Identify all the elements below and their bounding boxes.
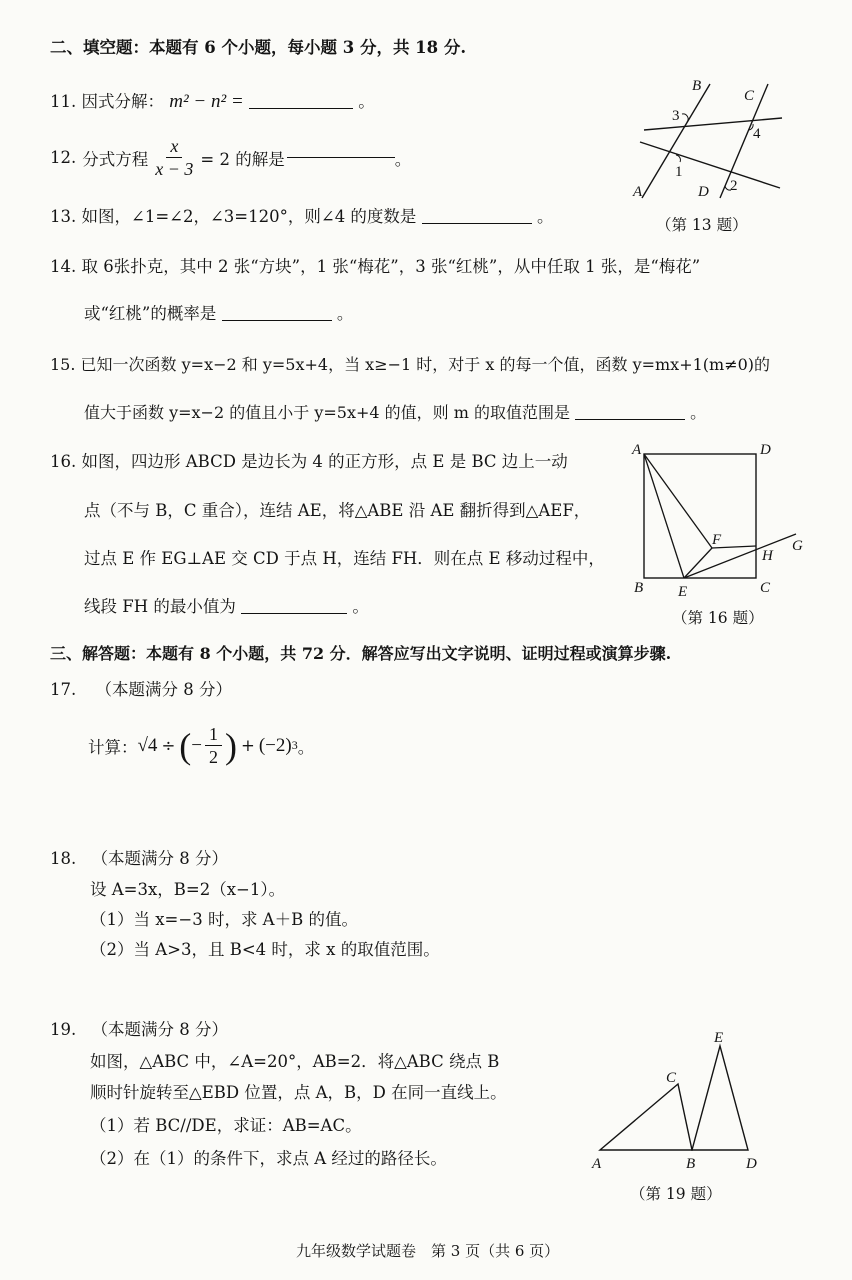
label-f: F (712, 532, 722, 548)
power-base: (−2) (258, 734, 292, 756)
question-text: 因式分解： (81, 92, 164, 111)
question-text: 线段 FH 的最小值为 (84, 597, 236, 616)
fraction-denominator: x − 3 (155, 159, 194, 179)
divide-sign: ÷ (161, 736, 176, 755)
question-text: 取 6张扑克，其中 2 张“方块”，1 张“梅花”，3 张“红桃”，从中任取 1 张，是“梅花” (81, 257, 701, 276)
label-a: A (592, 1156, 602, 1172)
fraction-numerator: x (166, 136, 182, 158)
math-expression: m² − n² = (169, 91, 244, 112)
question-14-line-1 (50, 253, 700, 277)
figure-19-caption: （第 19 题） (630, 1185, 722, 1203)
question-end: 。 (352, 597, 369, 616)
question-18-header (50, 845, 228, 869)
question-text: 计算： (88, 737, 138, 757)
question-number: 17. (50, 680, 77, 699)
label-g: G (792, 538, 803, 554)
question-score: （本题满分 8 分） (91, 1020, 228, 1039)
label-c: C (744, 88, 755, 104)
question-15-line-1 (50, 352, 770, 375)
question-number: 12. (50, 148, 77, 167)
question-text: 如图，∠1=∠2，∠3=120°，则∠4 的度数是 (81, 207, 417, 226)
question-18-part-2: （2）当 A>3，且 B<4 时，求 x 的取值范围。 (90, 940, 440, 959)
question-end: 。 (336, 304, 354, 323)
question-number: 19. (50, 1020, 77, 1039)
fraction-numerator: 1 (205, 724, 222, 746)
label-b: B (686, 1156, 696, 1172)
line-ab (642, 84, 710, 198)
plus-sign: + (240, 736, 255, 755)
question-19-line-2: 顺时针旋转至△EBD 位置，点 A，B，D 在同一直线上。 (90, 1083, 507, 1102)
question-19-part-1: （1）若 BC//DE，求证：AB=AC。 (90, 1116, 362, 1135)
question-end: 。 (690, 403, 707, 422)
question-number: 18. (50, 849, 77, 868)
question-18-part-1: （1）当 x=−3 时，求 A＋B 的值。 (90, 910, 358, 929)
question-11 (50, 88, 375, 113)
question-19-part-2: （2）在（1）的条件下，求点 A 经过的路径长。 (90, 1149, 447, 1168)
question-number: 14. (50, 257, 77, 276)
question-number: 11. (50, 92, 77, 111)
question-text: 分式方程 (82, 149, 149, 169)
question-score: （本题满分 8 分） (95, 680, 232, 699)
question-14-line-2 (84, 300, 353, 324)
ray-eg (684, 534, 796, 578)
question-text-suffix: = 2 的解是 (200, 149, 285, 169)
angle-3-arc (682, 114, 688, 122)
question-17-expression (88, 724, 314, 767)
question-text: 值大于函数 y=x−2 的值且小于 y=5x+4 的值，则 m 的取值范围是 (84, 403, 570, 422)
answer-blank[interactable] (241, 613, 347, 614)
question-end: 。 (358, 92, 375, 111)
question-18-setup: 设 A=3x，B=2（x−1）。 (90, 880, 286, 899)
question-end: 。 (394, 149, 412, 169)
label-a: A (632, 442, 642, 458)
label-angle-2: 2 (730, 178, 738, 194)
question-17-header (50, 676, 232, 700)
answer-blank[interactable] (249, 108, 353, 109)
right-paren: ) (224, 725, 237, 766)
label-a: A (633, 184, 643, 200)
segment-af (644, 454, 712, 548)
question-number: 16. (50, 452, 77, 471)
label-h: H (762, 548, 773, 564)
figure-16 (628, 438, 812, 598)
question-text: 或“红桃”的概率是 (84, 304, 217, 323)
triangle-abc (600, 1084, 692, 1150)
question-number: 13. (50, 207, 77, 226)
question-16-line-3: 过点 E 作 EG⊥AE 交 CD 于点 H，连结 FH．则在点 E 移动过程中， (84, 549, 605, 568)
sqrt-term: √4 (137, 734, 158, 756)
label-b: B (692, 78, 702, 94)
segment-ae (644, 454, 684, 578)
transversal-upper (644, 118, 782, 130)
question-number: 15. (50, 355, 76, 374)
figure-19 (584, 1024, 774, 1174)
segment-fe (684, 548, 712, 578)
figure-16-caption: （第 16 题） (672, 609, 764, 627)
left-paren: ( (179, 725, 192, 766)
question-end: 。 (536, 207, 554, 226)
question-16-line-1 (50, 448, 568, 472)
question-19-line-1: 如图，△ABC 中，∠A=20°，AB=2．将△ABC 绕点 B (90, 1052, 500, 1071)
label-d: D (698, 184, 709, 200)
label-angle-3: 3 (672, 108, 680, 124)
label-angle-1: 1 (675, 164, 683, 180)
label-d: D (760, 442, 771, 458)
question-19-header (50, 1016, 228, 1040)
section-2-heading: 二、填空题：本题有 6 个小题，每小题 3 分，共 18 分. (50, 38, 467, 57)
question-text: 如图，四边形 ABCD 是边长为 4 的正方形，点 E 是 BC 边上一动 (81, 452, 568, 471)
label-d: D (746, 1156, 757, 1172)
negative-sign: − (191, 734, 202, 756)
question-16-line-4 (84, 593, 369, 617)
question-12 (50, 136, 411, 179)
page-footer: 九年级数学试题卷 第 3 页（共 6 页） (296, 1242, 560, 1260)
label-e: E (714, 1030, 724, 1046)
label-c: C (760, 580, 771, 596)
label-b: B (634, 580, 644, 596)
triangle-ebd (692, 1046, 748, 1150)
angle-1-arc (676, 155, 680, 162)
fraction (205, 724, 222, 767)
question-end: 。 (297, 737, 315, 757)
label-c: C (666, 1070, 677, 1086)
square-abcd (644, 454, 756, 578)
power-exponent: 3 (291, 738, 298, 752)
section-3-heading: 三、解答题：本题有 8 个小题，共 72 分．解答应写出文字说明、证明过程或演算步骤. (50, 644, 672, 663)
answer-blank[interactable] (422, 223, 532, 224)
question-15-line-2 (84, 400, 706, 423)
figure-13-caption: （第 13 题） (656, 216, 748, 234)
figure-13 (630, 78, 790, 208)
question-13 (50, 203, 553, 227)
answer-blank[interactable] (575, 419, 685, 420)
question-16-line-2: 点（不与 B，C 重合），连结 AE，将△ABE 沿 AE 翻折得到△AEF， (84, 501, 591, 520)
fraction (151, 136, 197, 179)
label-angle-4: 4 (753, 126, 761, 142)
label-e: E (678, 584, 688, 600)
answer-blank[interactable] (287, 157, 395, 158)
fraction-denominator: 2 (208, 747, 218, 767)
question-text: 已知一次函数 y=x−2 和 y=5x+4，当 x≥−1 时，对于 x 的每一个值，函数 y=mx+1(m≠0)的 (80, 355, 771, 374)
answer-blank[interactable] (222, 320, 332, 321)
question-score: （本题满分 8 分） (91, 849, 228, 868)
